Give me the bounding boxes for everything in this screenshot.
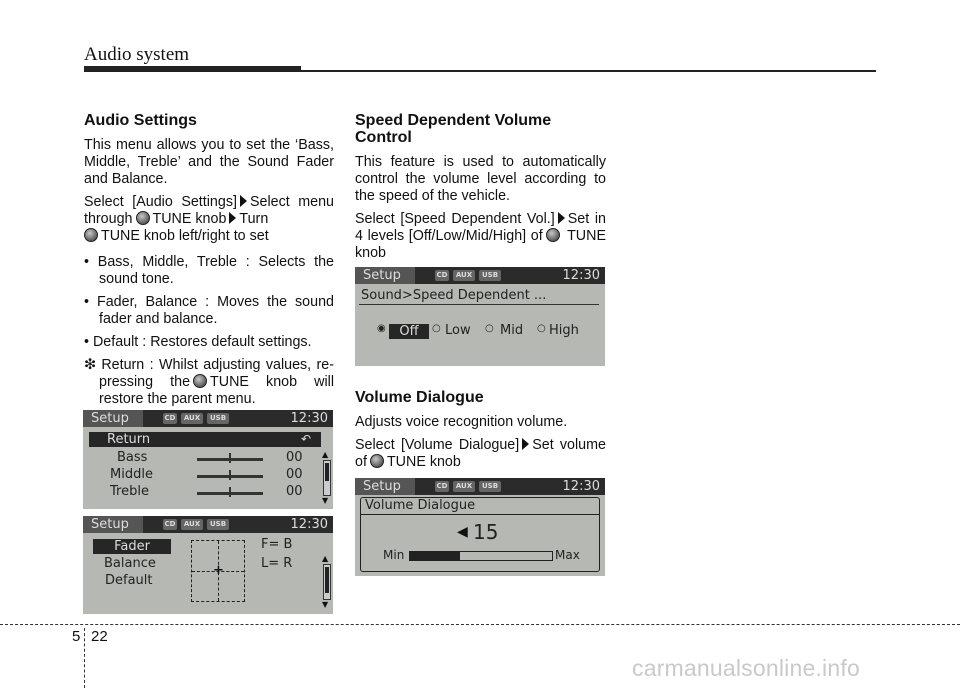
breadcrumb-divider	[359, 304, 599, 305]
source-aux-badge: AUX	[453, 270, 475, 281]
tune-knob-icon	[546, 228, 560, 242]
source-cd-badge: CD	[164, 520, 176, 528]
source-aux-badge: AUX	[453, 481, 475, 492]
option-off[interactable]	[389, 324, 429, 339]
bullet-default: • Default : Restores default settings.	[84, 334, 312, 350]
middle-slider-knob[interactable]	[229, 470, 231, 480]
screen-title: Setup	[355, 478, 415, 495]
return-label: Return	[107, 432, 151, 447]
note-text: TUNE knob will restore the parent menu.	[99, 374, 335, 407]
instruction-text: Select [Audio Settings]	[84, 194, 237, 210]
volume-dialogue-screen	[355, 478, 605, 576]
option-low[interactable]: Low	[445, 323, 471, 338]
option-mid[interactable]: Mid	[500, 323, 524, 338]
volume-fill	[410, 552, 460, 560]
tune-knob-icon	[193, 374, 207, 388]
instruction-text: TUNE knob	[152, 211, 227, 227]
instruction-text: Select [Speed Dependent Vol.]	[355, 211, 555, 227]
middle-label[interactable]: Middle	[110, 467, 153, 482]
speed-volume-intro: This feature is used to automatically control the volume level according to the speed of the vehicle.	[355, 154, 606, 204]
instruction-text: Select [Volume Dialogue]	[355, 437, 520, 453]
scrollbar[interactable]	[323, 460, 331, 496]
source-cd-badge: CD	[164, 414, 176, 422]
source-cd-badge: CD	[436, 482, 448, 490]
middle-value: 00	[286, 467, 303, 482]
audio-settings-column	[84, 112, 334, 414]
instruction-text: TUNE knob	[386, 454, 461, 470]
source-aux-badge: AUX	[181, 413, 203, 424]
clock: 12:30	[562, 268, 600, 283]
treble-label[interactable]: Treble	[110, 484, 149, 499]
max-label: Max	[555, 548, 580, 562]
arrow-right-icon	[522, 438, 529, 450]
speed-dependent-screen	[355, 267, 605, 366]
fader-balance-grid[interactable]	[191, 540, 245, 602]
instruction-text: Set in 4 levels [Off/Low/Mid/High] of	[355, 211, 606, 244]
source-usb-badge: USB	[207, 519, 229, 530]
tune-knob-icon	[370, 454, 384, 468]
source-usb-badge: USB	[479, 481, 501, 492]
min-label: Min	[383, 548, 405, 562]
fader-balance-screen	[83, 516, 333, 614]
volume-popup	[360, 497, 600, 572]
source-usb-badge: USB	[479, 270, 501, 281]
speed-volume-instruction	[355, 211, 606, 262]
arrow-right-icon	[558, 212, 565, 224]
instruction-text: Set volume of	[355, 437, 606, 470]
instruction-text: TUNE knob left/right to set	[101, 228, 269, 244]
note-text: ❇ Return : Whilst adjusting values, re-pressing the	[84, 357, 334, 390]
volume-dialogue-intro: Adjusts voice recognition volume.	[355, 414, 568, 430]
footer-divider	[0, 624, 960, 625]
watermark: carmanualsonline.info	[632, 655, 860, 681]
radio-low-dot: ○	[432, 323, 441, 334]
clock: 12:30	[562, 479, 600, 494]
speed-volume-heading: Speed Dependent Volume Control	[355, 112, 552, 146]
return-menu-item[interactable]	[89, 432, 321, 447]
audio-settings-heading: Audio Settings	[84, 112, 197, 129]
balance-menu-item[interactable]: Balance	[104, 556, 156, 571]
note-return	[84, 357, 334, 408]
footer-vertical-divider	[84, 628, 86, 688]
scroll-up-icon[interactable]: ▲	[322, 554, 329, 563]
treble-value: 00	[286, 484, 303, 499]
breadcrumb: Sound>Speed Dependent ...	[361, 288, 547, 303]
instruction-text: Select menu through	[84, 194, 334, 227]
arrow-right-icon	[229, 212, 236, 224]
volume-value: 15	[473, 520, 499, 544]
bullet-tone: • Bass, Middle, Treble : Selects the sound tone.	[84, 254, 334, 287]
screen-title: Setup	[83, 410, 143, 427]
volume-dialogue-section	[355, 389, 606, 477]
fader-value: F= B	[261, 537, 293, 552]
bullet-fader: • Fader, Balance : Moves the sound fader and balance.	[84, 294, 334, 327]
option-off-label: Off	[399, 324, 419, 339]
radio-high-dot: ○	[537, 323, 546, 334]
speaker-icon: ◀	[457, 524, 468, 540]
scrollbar[interactable]	[323, 564, 331, 600]
popup-title: Volume Dialogue	[365, 498, 476, 513]
tune-knob-icon	[84, 228, 98, 242]
position-cursor-icon: +	[213, 563, 224, 578]
return-arrow-icon: ↶	[300, 432, 311, 446]
screen-title: Setup	[355, 267, 415, 284]
clock: 12:30	[290, 517, 328, 532]
treble-slider-knob[interactable]	[229, 487, 231, 497]
radio-mid-dot: ○	[485, 323, 494, 334]
screen-title: Setup	[83, 516, 143, 533]
scroll-thumb[interactable]	[325, 463, 329, 481]
arrow-right-icon	[240, 195, 247, 207]
balance-value: L= R	[261, 556, 293, 571]
audio-settings-intro: This menu allows you to set the ‘Bass, Middle, Treble’ and the Sound Fader and Balance.	[84, 137, 334, 187]
section-number: 5	[72, 628, 81, 645]
fader-menu-item[interactable]	[93, 539, 171, 554]
audio-settings-instruction	[84, 194, 334, 245]
volume-track[interactable]	[409, 551, 553, 561]
instruction-text: Turn	[239, 211, 269, 227]
fader-label: Fader	[114, 539, 150, 554]
header-title: Audio system	[84, 44, 190, 65]
clock: 12:30	[290, 411, 328, 426]
page-number: 22	[91, 628, 108, 645]
radio-off-dot: ◉	[377, 323, 386, 334]
scroll-down-icon[interactable]: ▼	[322, 600, 329, 609]
scroll-down-icon[interactable]: ▼	[322, 496, 329, 505]
header-bar-thin	[301, 70, 876, 72]
default-menu-item[interactable]: Default	[105, 573, 153, 588]
bass-label[interactable]: Bass	[117, 450, 148, 465]
instruction-text: TUNE knob	[355, 228, 606, 261]
source-usb-badge: USB	[207, 413, 229, 424]
volume-dialogue-instruction	[355, 437, 606, 471]
option-high[interactable]: High	[549, 323, 579, 338]
bass-slider-knob[interactable]	[229, 453, 231, 463]
source-aux-badge: AUX	[181, 519, 203, 530]
popup-divider	[361, 514, 599, 515]
scroll-thumb[interactable]	[325, 567, 329, 593]
audio-settings-screen	[83, 410, 333, 509]
volume-dialogue-heading: Volume Dialogue	[355, 389, 484, 406]
source-cd-badge: CD	[436, 271, 448, 279]
scroll-up-icon[interactable]: ▲	[322, 450, 329, 459]
tune-knob-icon	[136, 211, 150, 225]
speed-volume-column	[355, 112, 606, 268]
header-bar-thick	[84, 66, 301, 72]
bass-value: 00	[286, 450, 303, 465]
